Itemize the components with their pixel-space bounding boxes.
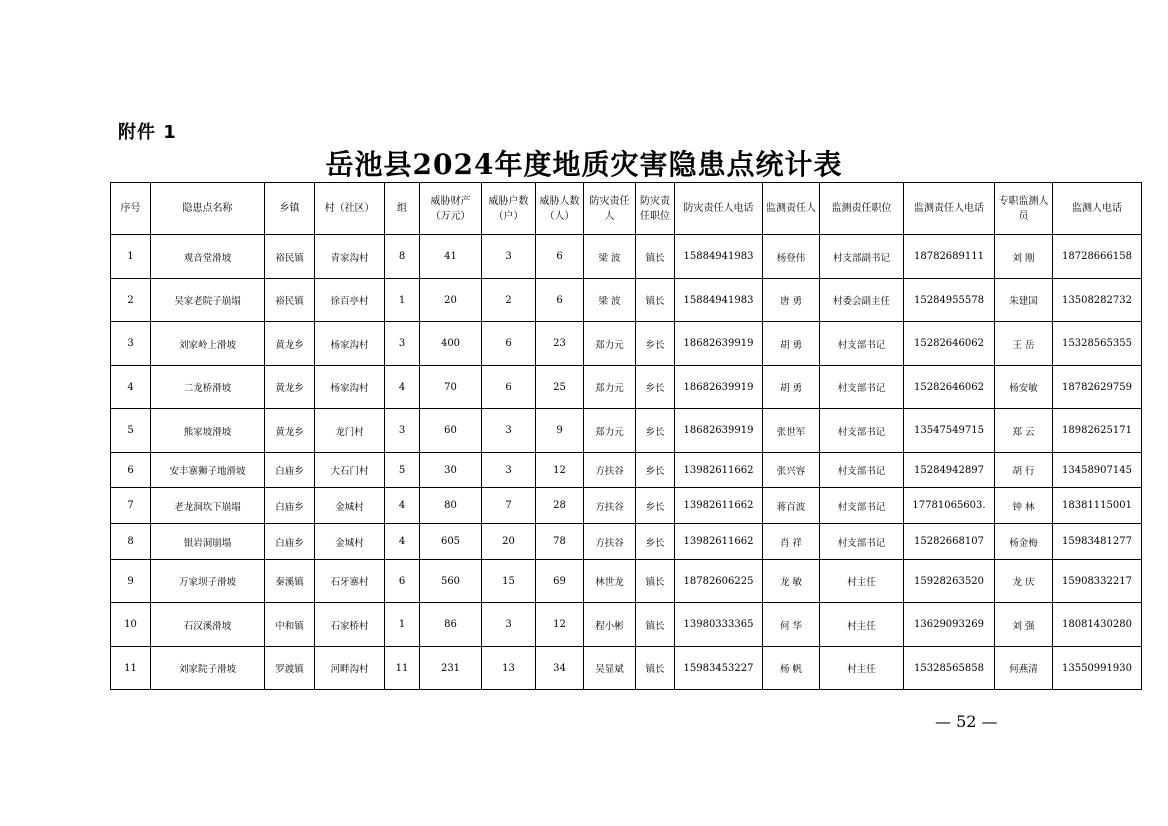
table-cell: 6 bbox=[482, 366, 536, 409]
table-cell: 7 bbox=[111, 488, 151, 524]
table-cell: 28 bbox=[536, 488, 584, 524]
table-cell: 13980333365 bbox=[675, 603, 763, 647]
table-cell: 13629093269 bbox=[904, 603, 995, 647]
table-cell: 15908332217 bbox=[1053, 560, 1142, 603]
table-cell: 乡长 bbox=[636, 524, 675, 560]
table-cell: 胡 行 bbox=[995, 453, 1053, 488]
table-cell: 3 bbox=[482, 453, 536, 488]
table-cell: 15884941983 bbox=[675, 235, 763, 279]
table-cell: 6 bbox=[111, 453, 151, 488]
table-cell: 金城村 bbox=[315, 488, 385, 524]
table-cell: 6 bbox=[482, 322, 536, 366]
table-cell: 石家桥村 bbox=[315, 603, 385, 647]
table-row bbox=[111, 453, 1142, 488]
table-row bbox=[111, 647, 1142, 690]
table-cell: 13982611662 bbox=[675, 453, 763, 488]
table-cell: 13982611662 bbox=[675, 524, 763, 560]
column-header: 村（社区） bbox=[315, 183, 385, 235]
table-cell: 9 bbox=[536, 409, 584, 453]
table-cell: 龙门村 bbox=[315, 409, 385, 453]
column-header: 组 bbox=[385, 183, 420, 235]
table-cell: 安丰寨狮子地滑坡 bbox=[151, 453, 265, 488]
table-cell: 18682639919 bbox=[675, 409, 763, 453]
table-cell: 3 bbox=[482, 235, 536, 279]
table-cell: 肖 祥 bbox=[763, 524, 820, 560]
table-cell: 观音堂滑坡 bbox=[151, 235, 265, 279]
table-cell: 8 bbox=[385, 235, 420, 279]
column-header: 监测责任人电话 bbox=[904, 183, 995, 235]
table-row bbox=[111, 603, 1142, 647]
table-cell: 杨家沟村 bbox=[315, 366, 385, 409]
table-cell: 刘 刚 bbox=[995, 235, 1053, 279]
table-cell: 605 bbox=[420, 524, 482, 560]
table-cell: 13508282732 bbox=[1053, 279, 1142, 322]
table-cell: 梁 波 bbox=[584, 235, 636, 279]
table-cell: 34 bbox=[536, 647, 584, 690]
table-cell: 6 bbox=[385, 560, 420, 603]
table-row bbox=[111, 560, 1142, 603]
table-cell: 石汉溪滑坡 bbox=[151, 603, 265, 647]
table-cell: 村支部书记 bbox=[820, 453, 904, 488]
table-cell: 5 bbox=[385, 453, 420, 488]
table-cell: 刘 强 bbox=[995, 603, 1053, 647]
table-cell: 石牙寨村 bbox=[315, 560, 385, 603]
table-row bbox=[111, 279, 1142, 322]
table-cell: 村支部书记 bbox=[820, 524, 904, 560]
table-cell: 杨 帆 bbox=[763, 647, 820, 690]
table-cell: 12 bbox=[536, 603, 584, 647]
table-cell: 13458907145 bbox=[1053, 453, 1142, 488]
table-cell: 20 bbox=[482, 524, 536, 560]
table-cell: 6 bbox=[536, 279, 584, 322]
table-body bbox=[111, 235, 1142, 690]
table-cell: 4 bbox=[385, 366, 420, 409]
table-cell: 金城村 bbox=[315, 524, 385, 560]
table-cell: 张世军 bbox=[763, 409, 820, 453]
table-cell: 18682639919 bbox=[675, 366, 763, 409]
column-header: 监测人电话 bbox=[1053, 183, 1142, 235]
table-cell: 唐 勇 bbox=[763, 279, 820, 322]
column-header: 乡镇 bbox=[265, 183, 315, 235]
column-header: 专职监测人员 bbox=[995, 183, 1053, 235]
table-cell: 镇长 bbox=[636, 235, 675, 279]
table-cell: 刘家岭上滑坡 bbox=[151, 322, 265, 366]
table-cell: 15983481277 bbox=[1053, 524, 1142, 560]
table-row bbox=[111, 322, 1142, 366]
column-header: 防灾责任人 bbox=[584, 183, 636, 235]
table-cell: 2 bbox=[111, 279, 151, 322]
table-cell: 大石门村 bbox=[315, 453, 385, 488]
table-cell: 4 bbox=[385, 488, 420, 524]
table-cell: 村主任 bbox=[820, 560, 904, 603]
column-header: 监测责任职位 bbox=[820, 183, 904, 235]
table-cell: 吴家老院子崩塌 bbox=[151, 279, 265, 322]
table-cell: 13982611662 bbox=[675, 488, 763, 524]
table-row bbox=[111, 488, 1142, 524]
table-cell: 12 bbox=[536, 453, 584, 488]
table-cell: 18982625171 bbox=[1053, 409, 1142, 453]
table-cell: 裕民镇 bbox=[265, 279, 315, 322]
column-header: 监测责任人 bbox=[763, 183, 820, 235]
table-cell: 朱建国 bbox=[995, 279, 1053, 322]
table-cell: 13547549715 bbox=[904, 409, 995, 453]
table-cell: 8 bbox=[111, 524, 151, 560]
table-cell: 林世龙 bbox=[584, 560, 636, 603]
table-cell: 黄龙乡 bbox=[265, 409, 315, 453]
table-cell: 231 bbox=[420, 647, 482, 690]
table-cell: 11 bbox=[111, 647, 151, 690]
table-cell: 15282668107 bbox=[904, 524, 995, 560]
table-cell: 镇长 bbox=[636, 603, 675, 647]
table-cell: 15328565355 bbox=[1053, 322, 1142, 366]
table-cell: 15282646062 bbox=[904, 366, 995, 409]
table-cell: 村委会副主任 bbox=[820, 279, 904, 322]
table-cell: 杨登伟 bbox=[763, 235, 820, 279]
table-cell: 二龙桥滑坡 bbox=[151, 366, 265, 409]
table-cell: 70 bbox=[420, 366, 482, 409]
table-cell: 15282646062 bbox=[904, 322, 995, 366]
table-cell: 15884941983 bbox=[675, 279, 763, 322]
table-cell: 23 bbox=[536, 322, 584, 366]
table-cell: 乡长 bbox=[636, 488, 675, 524]
table-cell: 镇长 bbox=[636, 647, 675, 690]
table-cell: 18782629759 bbox=[1053, 366, 1142, 409]
table-cell: 3 bbox=[385, 322, 420, 366]
table-cell: 何 华 bbox=[763, 603, 820, 647]
table-cell: 白庙乡 bbox=[265, 524, 315, 560]
table-cell: 吴显斌 bbox=[584, 647, 636, 690]
table-cell: 徐百亭村 bbox=[315, 279, 385, 322]
hazard-statistics-table bbox=[110, 182, 1142, 690]
table-cell: 乡长 bbox=[636, 409, 675, 453]
table-cell: 胡 勇 bbox=[763, 366, 820, 409]
table-cell: 黄龙乡 bbox=[265, 322, 315, 366]
table-cell: 4 bbox=[385, 524, 420, 560]
table-cell: 10 bbox=[111, 603, 151, 647]
table-cell: 方扶谷 bbox=[584, 453, 636, 488]
table-cell: 白庙乡 bbox=[265, 488, 315, 524]
table-cell: 78 bbox=[536, 524, 584, 560]
table-cell: 郑力元 bbox=[584, 322, 636, 366]
column-header: 威胁财产（万元） bbox=[420, 183, 482, 235]
table-cell: 河畔沟村 bbox=[315, 647, 385, 690]
table-header-row bbox=[111, 183, 1142, 235]
table-cell: 胡 勇 bbox=[763, 322, 820, 366]
table-row bbox=[111, 524, 1142, 560]
table-cell: 郑 云 bbox=[995, 409, 1053, 453]
table-cell: 镇长 bbox=[636, 560, 675, 603]
table-cell: 15284942897 bbox=[904, 453, 995, 488]
table-cell: 白庙乡 bbox=[265, 453, 315, 488]
table-row bbox=[111, 409, 1142, 453]
table-cell: 村支部书记 bbox=[820, 322, 904, 366]
table-cell: 20 bbox=[420, 279, 482, 322]
table-cell: 何燕清 bbox=[995, 647, 1053, 690]
table-cell: 11 bbox=[385, 647, 420, 690]
table-cell: 1 bbox=[111, 235, 151, 279]
table-cell: 30 bbox=[420, 453, 482, 488]
table-cell: 王 岳 bbox=[995, 322, 1053, 366]
column-header: 序号 bbox=[111, 183, 151, 235]
table-cell: 80 bbox=[420, 488, 482, 524]
table-cell: 18728666158 bbox=[1053, 235, 1142, 279]
table-cell: 15328565858 bbox=[904, 647, 995, 690]
table-cell: 万家坝子滑坡 bbox=[151, 560, 265, 603]
table-cell: 梁 波 bbox=[584, 279, 636, 322]
table-cell: 2 bbox=[482, 279, 536, 322]
table-cell: 69 bbox=[536, 560, 584, 603]
table-cell: 方扶谷 bbox=[584, 524, 636, 560]
table-cell: 秦溪镇 bbox=[265, 560, 315, 603]
table-cell: 60 bbox=[420, 409, 482, 453]
table-cell: 13 bbox=[482, 647, 536, 690]
table-cell: 3 bbox=[111, 322, 151, 366]
table-cell: 7 bbox=[482, 488, 536, 524]
table-cell: 18381115001 bbox=[1053, 488, 1142, 524]
table-cell: 3 bbox=[482, 409, 536, 453]
table-cell: 15 bbox=[482, 560, 536, 603]
table-cell: 青家沟村 bbox=[315, 235, 385, 279]
table-cell: 86 bbox=[420, 603, 482, 647]
table-cell: 3 bbox=[482, 603, 536, 647]
table-cell: 杨安敏 bbox=[995, 366, 1053, 409]
table-cell: 裕民镇 bbox=[265, 235, 315, 279]
table-cell: 5 bbox=[111, 409, 151, 453]
table-cell: 18782689111 bbox=[904, 235, 995, 279]
table-cell: 蒋百波 bbox=[763, 488, 820, 524]
table-cell: 1 bbox=[385, 279, 420, 322]
table-cell: 乡长 bbox=[636, 366, 675, 409]
table-cell: 刘家院子滑坡 bbox=[151, 647, 265, 690]
table-cell: 15928263520 bbox=[904, 560, 995, 603]
table-row bbox=[111, 235, 1142, 279]
column-header: 防灾责任职位 bbox=[636, 183, 675, 235]
table-cell: 龙 敏 bbox=[763, 560, 820, 603]
table-cell: 村支部副书记 bbox=[820, 235, 904, 279]
table-cell: 15284955578 bbox=[904, 279, 995, 322]
table-cell: 黄龙乡 bbox=[265, 366, 315, 409]
table-cell: 18682639919 bbox=[675, 322, 763, 366]
table-cell: 银岩洞崩塌 bbox=[151, 524, 265, 560]
table-cell: 中和镇 bbox=[265, 603, 315, 647]
table-cell: 村支部书记 bbox=[820, 366, 904, 409]
table-cell: 13550991930 bbox=[1053, 647, 1142, 690]
table-cell: 张兴容 bbox=[763, 453, 820, 488]
table-cell: 熊家坡滑坡 bbox=[151, 409, 265, 453]
table-cell: 杨家沟村 bbox=[315, 322, 385, 366]
table-cell: 罗渡镇 bbox=[265, 647, 315, 690]
table-cell: 村支部书记 bbox=[820, 409, 904, 453]
table-cell: 560 bbox=[420, 560, 482, 603]
table-cell: 老龙洞坎下崩塌 bbox=[151, 488, 265, 524]
table-cell: 乡长 bbox=[636, 453, 675, 488]
page-number: — 52 — bbox=[935, 712, 998, 731]
table-cell: 龙 庆 bbox=[995, 560, 1053, 603]
table-cell: 村支部书记 bbox=[820, 488, 904, 524]
table-cell: 1 bbox=[385, 603, 420, 647]
table-cell: 钟 林 bbox=[995, 488, 1053, 524]
table-cell: 郑力元 bbox=[584, 366, 636, 409]
table-cell: 程小彬 bbox=[584, 603, 636, 647]
table-cell: 郑力元 bbox=[584, 409, 636, 453]
table-cell: 9 bbox=[111, 560, 151, 603]
table-cell: 乡长 bbox=[636, 322, 675, 366]
column-header: 防灾责任人电话 bbox=[675, 183, 763, 235]
column-header: 威胁人数（人） bbox=[536, 183, 584, 235]
document-title: 岳池县2024年度地质灾害隐患点统计表 bbox=[325, 148, 843, 181]
table-cell: 4 bbox=[111, 366, 151, 409]
table-cell: 18782606225 bbox=[675, 560, 763, 603]
table-cell: 17781065603. bbox=[904, 488, 995, 524]
table-cell: 方扶谷 bbox=[584, 488, 636, 524]
table-cell: 41 bbox=[420, 235, 482, 279]
table-cell: 村主任 bbox=[820, 603, 904, 647]
column-header: 隐患点名称 bbox=[151, 183, 265, 235]
table-cell: 15983453227 bbox=[675, 647, 763, 690]
table-cell: 400 bbox=[420, 322, 482, 366]
table-cell: 3 bbox=[385, 409, 420, 453]
table-cell: 村主任 bbox=[820, 647, 904, 690]
table-cell: 18081430280 bbox=[1053, 603, 1142, 647]
table-cell: 杨金梅 bbox=[995, 524, 1053, 560]
table-cell: 镇长 bbox=[636, 279, 675, 322]
column-header: 威胁户数（户） bbox=[482, 183, 536, 235]
table-cell: 25 bbox=[536, 366, 584, 409]
table-cell: 6 bbox=[536, 235, 584, 279]
attachment-label: 附件 1 bbox=[118, 122, 177, 143]
table-row bbox=[111, 366, 1142, 409]
